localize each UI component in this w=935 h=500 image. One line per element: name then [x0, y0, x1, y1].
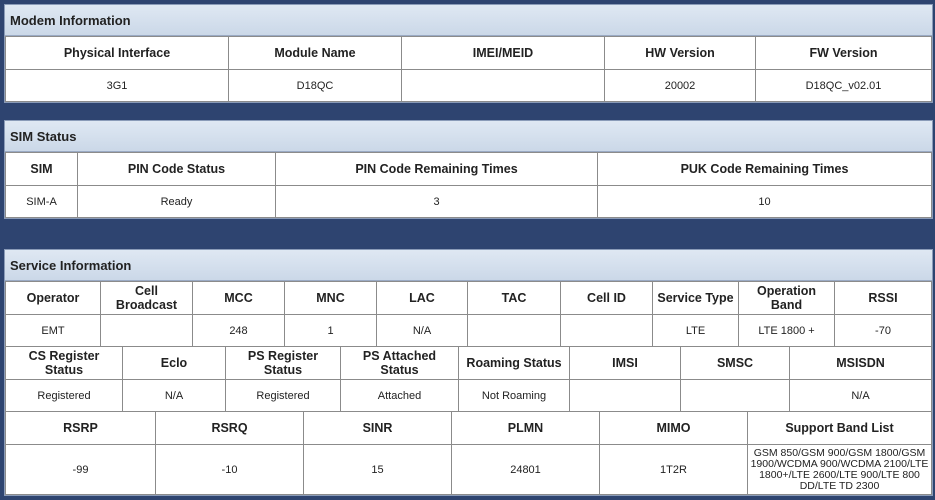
- value-mimo: 1T2R: [600, 445, 748, 495]
- value-fw-version: D18QC_v02.01: [756, 70, 932, 102]
- service-table-3: [5, 411, 932, 495]
- header-sim: SIM: [6, 153, 78, 186]
- value-rssi: -70: [835, 315, 932, 347]
- header-cs-register-status: CS Register Status: [6, 347, 123, 380]
- header-mnc: MNC: [285, 282, 377, 315]
- header-ps-attached-status: PS Attached Status: [341, 347, 459, 380]
- header-support-band-list: Support Band List: [748, 412, 932, 445]
- header-imsi: IMSI: [570, 347, 681, 380]
- value-ps-register-status: Registered: [226, 380, 341, 412]
- table-header-row: [6, 37, 932, 70]
- value-operator: EMT: [6, 315, 101, 347]
- header-mcc: MCC: [193, 282, 285, 315]
- header-operation-band: Operation Band: [739, 282, 835, 315]
- header-hw-version: HW Version: [605, 37, 756, 70]
- header-imei-meid: IMEI/MEID: [402, 37, 605, 70]
- header-pin-remaining: PIN Code Remaining Times: [276, 153, 598, 186]
- header-smsc: SMSC: [681, 347, 790, 380]
- modem-information-table: [5, 36, 932, 102]
- value-smsc: [681, 380, 790, 412]
- header-fw-version: FW Version: [756, 37, 932, 70]
- value-rsrp: -99: [6, 445, 156, 495]
- table-row: [6, 445, 932, 495]
- value-sim: SIM-A: [6, 186, 78, 218]
- modem-information-title: Modem Information: [5, 5, 932, 36]
- table-row: [6, 315, 932, 347]
- value-imsi: [570, 380, 681, 412]
- header-rsrq: RSRQ: [156, 412, 304, 445]
- service-information-title: Service Information: [5, 250, 932, 281]
- value-mnc: 1: [285, 315, 377, 347]
- header-msisdn: MSISDN: [790, 347, 932, 380]
- value-cell-id: [561, 315, 653, 347]
- value-plmn: 24801: [452, 445, 600, 495]
- table-header-row: [6, 282, 932, 315]
- value-physical-interface: 3G1: [6, 70, 229, 102]
- header-pin-code-status: PIN Code Status: [78, 153, 276, 186]
- value-lac: N/A: [377, 315, 468, 347]
- value-support-band-list: GSM 850/GSM 900/GSM 1800/GSM 1900/WCDMA 900/WCDMA 2100/LTE 1800+/LTE 2600/LTE 900/LTE 800 DD/LTE TD 2300: [748, 445, 932, 495]
- value-cs-register-status: Registered: [6, 380, 123, 412]
- value-ps-attached-status: Attached: [341, 380, 459, 412]
- sim-status-panel: [4, 120, 933, 219]
- sim-status-title: SIM Status: [5, 121, 932, 152]
- value-eclo: N/A: [123, 380, 226, 412]
- header-eclo: Eclo: [123, 347, 226, 380]
- value-imei-meid: [402, 70, 605, 102]
- service-table-2: [5, 346, 932, 412]
- table-row: [6, 186, 932, 218]
- table-row: [6, 380, 932, 412]
- value-roaming-status: Not Roaming: [459, 380, 570, 412]
- table-row: [6, 70, 932, 102]
- value-module-name: D18QC: [229, 70, 402, 102]
- value-tac: [468, 315, 561, 347]
- service-table-1: [5, 281, 932, 347]
- table-header-row: [6, 347, 932, 380]
- header-tac: TAC: [468, 282, 561, 315]
- header-plmn: PLMN: [452, 412, 600, 445]
- header-cell-id: Cell ID: [561, 282, 653, 315]
- header-service-type: Service Type: [653, 282, 739, 315]
- value-cell-broadcast: [101, 315, 193, 347]
- value-rsrq: -10: [156, 445, 304, 495]
- header-rsrp: RSRP: [6, 412, 156, 445]
- header-roaming-status: Roaming Status: [459, 347, 570, 380]
- value-puk-remaining: 10: [598, 186, 932, 218]
- value-msisdn: N/A: [790, 380, 932, 412]
- sim-status-table: [5, 152, 932, 218]
- value-hw-version: 20002: [605, 70, 756, 102]
- header-puk-remaining: PUK Code Remaining Times: [598, 153, 932, 186]
- value-pin-code-status: Ready: [78, 186, 276, 218]
- header-mimo: MIMO: [600, 412, 748, 445]
- header-lac: LAC: [377, 282, 468, 315]
- value-operation-band: LTE 1800 +: [739, 315, 835, 347]
- table-header-row: [6, 153, 932, 186]
- header-ps-register-status: PS Register Status: [226, 347, 341, 380]
- header-module-name: Module Name: [229, 37, 402, 70]
- header-sinr: SINR: [304, 412, 452, 445]
- header-rssi: RSSI: [835, 282, 932, 315]
- header-physical-interface: Physical Interface: [6, 37, 229, 70]
- value-sinr: 15: [304, 445, 452, 495]
- modem-information-panel: [4, 4, 933, 103]
- value-service-type: LTE: [653, 315, 739, 347]
- value-pin-remaining: 3: [276, 186, 598, 218]
- value-mcc: 248: [193, 315, 285, 347]
- header-operator: Operator: [6, 282, 101, 315]
- header-cell-broadcast: Cell Broadcast: [101, 282, 193, 315]
- table-header-row: [6, 412, 932, 445]
- service-information-panel: [4, 249, 933, 496]
